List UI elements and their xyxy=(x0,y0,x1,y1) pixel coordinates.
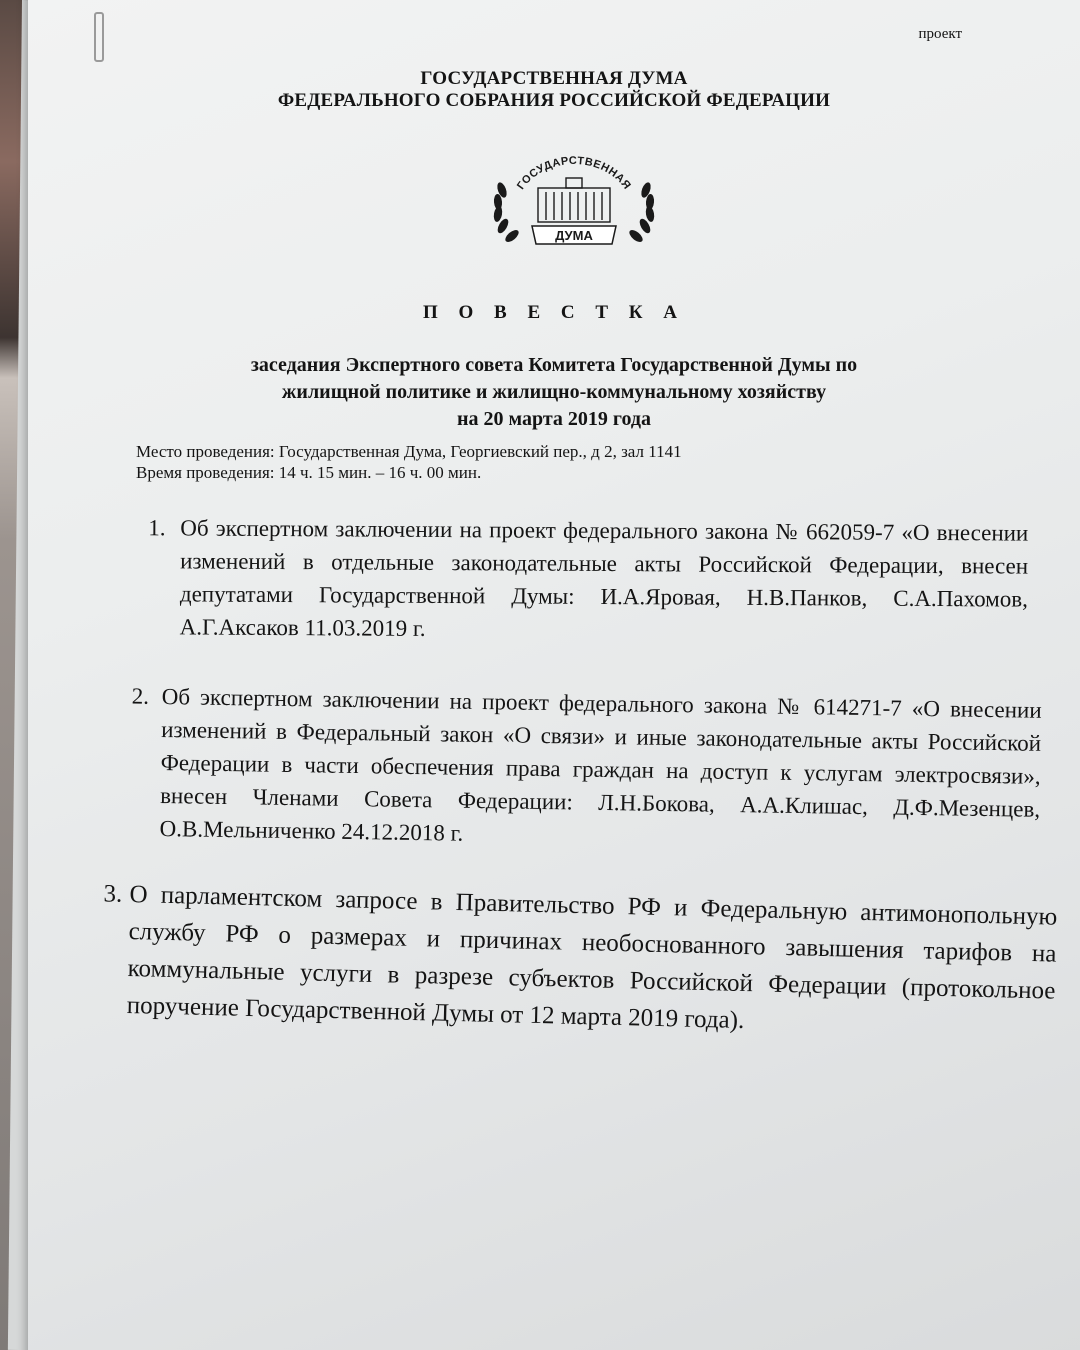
draft-mark: проект xyxy=(918,26,962,42)
venue-time: Время проведения: 14 ч. 15 мин. – 16 ч. 00 мин. xyxy=(136,463,482,482)
subtitle-line-1: заседания Экспертного совета Комитета Государственной Думы по xyxy=(250,354,858,376)
agenda-item-number: 1. xyxy=(148,515,166,541)
org-line-1: ГОСУДАРСТВЕННАЯ ДУМА xyxy=(420,68,688,89)
emblem-banner-text: ДУМА xyxy=(555,228,593,243)
org-line-2: ФЕДЕРАЛЬНОГО СОБРАНИЯ РОССИЙСКОЙ ФЕДЕРАЦИИ xyxy=(277,90,831,111)
meeting-venue xyxy=(136,441,682,483)
document-page xyxy=(28,0,1080,1350)
state-duma-emblem-icon xyxy=(486,150,662,250)
organization-header xyxy=(28,68,1080,112)
staple-icon xyxy=(94,12,104,62)
agenda-item-number: 2. xyxy=(131,683,150,709)
agenda-item-number: 3. xyxy=(103,880,123,908)
emblem-arc-text: ГОСУДАРСТВЕННАЯ xyxy=(514,154,634,192)
document-subtitle xyxy=(28,352,1080,433)
agenda-item xyxy=(103,876,1058,1047)
subtitle-line-3: на 20 марта 2019 года xyxy=(456,408,652,430)
agenda-item xyxy=(148,511,1029,648)
document-title: П О В Е С Т К А xyxy=(422,302,686,323)
subtitle-line-2: жилищной политике и жилищно-коммунальному хозяйству xyxy=(281,381,827,403)
venue-place: Место проведения: Государственная Дума, Георгиевский пер., д 2, зал 1141 xyxy=(136,442,682,461)
agenda-item-text: Об экспертном заключении на проект федерального закона № 662059-7 «О внесении изменений в отдельные законодательные акты Российской Федерации, внесен депутатами Государственной Думы: И.А.Яровая, Н.В.Панков, С.А.Пахомов, А.Г.Аксаков 11.03.2019 г. xyxy=(179,515,1029,641)
agenda-item-text: Об экспертном заключении на проект федерального закона № 614271-7 «О внесении изменений в Федеральный закон «О связи» и иные законодательные акты Российской Федерации в части обеспечения права граждан на доступ к услугам электросвязи», внесен Членами Совета Федерации: Л.Н.Бокова, А.А.Клишас, Д.Ф.Мезенцев, О.В.Мельниченко 24.12.2018 г. xyxy=(159,683,1042,846)
agenda-item xyxy=(131,680,1042,859)
agenda-item-text: О парламентском запросе в Правительство РФ и Федеральную антимонопольную службу РФ о размерах и причинах необоснованного завышения тарифов на коммунальные услуги в разрезе субъектов Российской Федерации (протокольное поручение Государственной Думы от 12 марта 2019 года). xyxy=(126,880,1058,1035)
svg-text:ГОСУДАРСТВЕННАЯ xyxy=(515,155,633,192)
